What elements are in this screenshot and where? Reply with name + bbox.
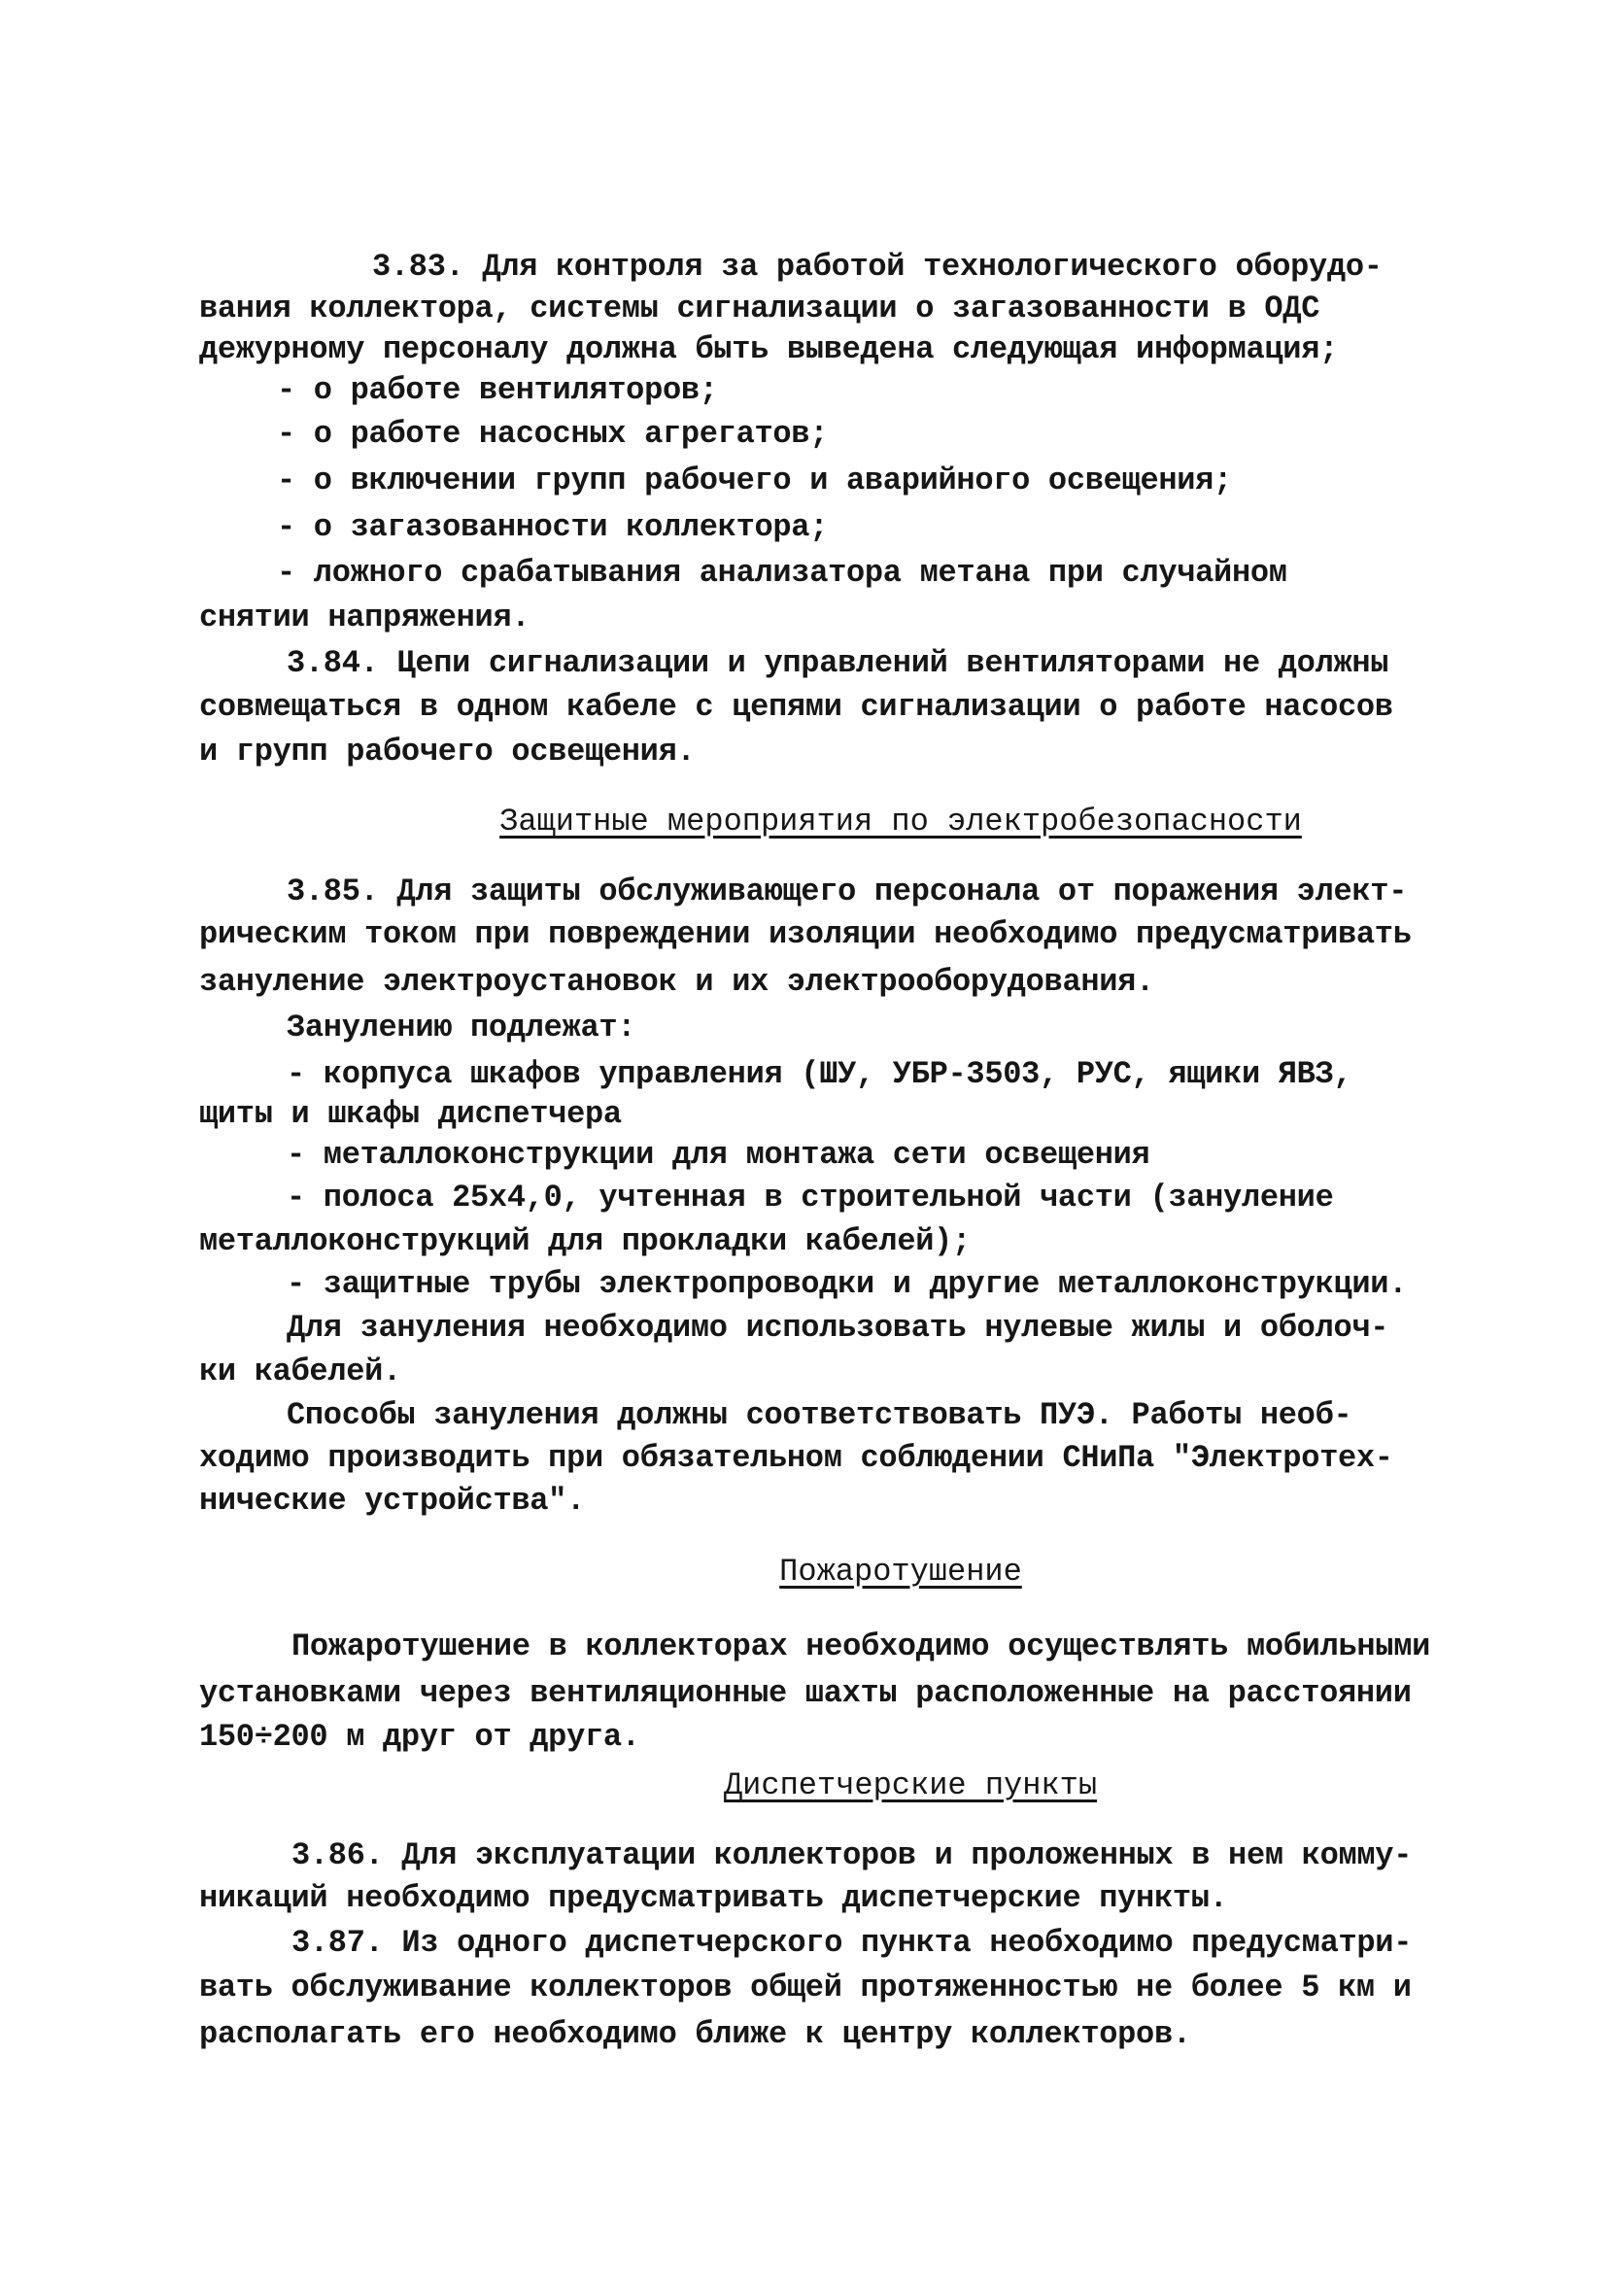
section-heading-firefighting (0, 1553, 1607, 1592)
list-item: - полоса 25х4,0, учтенная в строительной части (зануление (287, 1180, 1334, 1216)
heading-text: Пожаротушение (779, 1554, 1022, 1590)
paragraph-3-85-line: 3.85. Для защиты обслуживающего персонала от поражения элект- (287, 874, 1408, 909)
paragraph-3-87-line: располагать его необходимо ближе к центру коллекторов. (199, 2016, 1191, 2052)
paragraph-3-87-line: вать обслуживание коллекторов общей протяженностью не более 5 км и (199, 1970, 1412, 2005)
heading-text: Защитные мероприятия по электробезопасности (499, 804, 1302, 840)
list-item: - металлоконструкции для монтажа сети освещения (287, 1137, 1150, 1173)
list-item: - о загазованности коллектора; (277, 509, 829, 545)
paragraph-3-85-line: ки кабелей. (199, 1354, 401, 1389)
paragraph-fire-line: установками через вентиляционные шахты расположенные на расстоянии (199, 1675, 1412, 1711)
paragraph-3-85-line: ходимо производить при обязательном соблюдении СНиПа "Электротех- (199, 1440, 1393, 1476)
list-item: - о работе вентиляторов; (277, 372, 718, 408)
paragraph-3-84-line: совмещаться в одном кабеле с цепями сигнализации о работе насосов (199, 689, 1393, 725)
paragraph-3-85-line: Способы зануления должны соответствовать ПУЭ. Работы необ- (287, 1397, 1352, 1433)
paragraph-3-85-line: Занулению подлежат: (287, 1010, 636, 1045)
paragraph-3-83-line: снятии напряжения. (199, 600, 530, 635)
section-heading-dispatch-points (0, 1766, 1607, 1805)
paragraph-fire-line: 150÷200 м друг от друга. (199, 1719, 640, 1755)
paragraph-3-86-line: никаций необходимо предусматривать диспетчерские пункты. (199, 1880, 1228, 1916)
section-heading-electrical-safety (0, 803, 1607, 841)
list-item-continuation: металлоконструкций для прокладки кабелей); (199, 1223, 971, 1259)
list-item: - корпуса шкафов управления (ШУ, УБР-3503, РУС, ящики ЯВЗ, (287, 1056, 1352, 1092)
paragraph-fire-line: Пожаротушение в коллекторах необходимо осуществлять мобильными (291, 1628, 1430, 1664)
paragraph-3-83-line: дежурному персоналу должна быть выведена следующая информация; (199, 331, 1338, 367)
list-item: - защитные трубы электропроводки и другие металлоконструкции. (287, 1266, 1408, 1302)
paragraph-3-87-line: 3.87. Из одного диспетчерского пункта необходимо предусматри- (291, 1925, 1413, 1961)
paragraph-3-85-line: нические устройства". (199, 1483, 585, 1519)
paragraph-3-83-line: 3.83. Для контроля за работой технологического оборудо- (372, 249, 1383, 285)
list-item: - о включении групп рабочего и аварийного освещения; (277, 463, 1232, 498)
paragraph-3-83-line: вания коллектора, системы сигнализации о загазованности в ОДС (199, 291, 1320, 326)
paragraph-3-84-line: и групп рабочего освещения. (199, 734, 696, 770)
paragraph-3-84-line: 3.84. Цепи сигнализации и управлений вентиляторами не должны (287, 645, 1389, 681)
heading-text: Диспетчерские пункты (723, 1767, 1098, 1803)
paragraph-3-85-line: зануление электроустановок и их электрооборудования. (199, 964, 1154, 1000)
paragraph-3-86-line: 3.86. Для эксплуатации коллекторов и проложенных в нем комму- (291, 1837, 1413, 1873)
list-item-continuation: щиты и шкафы диспетчера (199, 1096, 622, 1132)
paragraph-3-85-line: рическим током при повреждении изоляции необходимо предусматривать (199, 916, 1412, 952)
list-item: - о работе насосных агрегатов; (277, 416, 829, 452)
list-item: - ложного срабатывания анализатора метана при случайном (277, 555, 1287, 591)
paragraph-3-85-line: Для зануления необходимо использовать нулевые жилы и оболоч- (287, 1310, 1389, 1346)
